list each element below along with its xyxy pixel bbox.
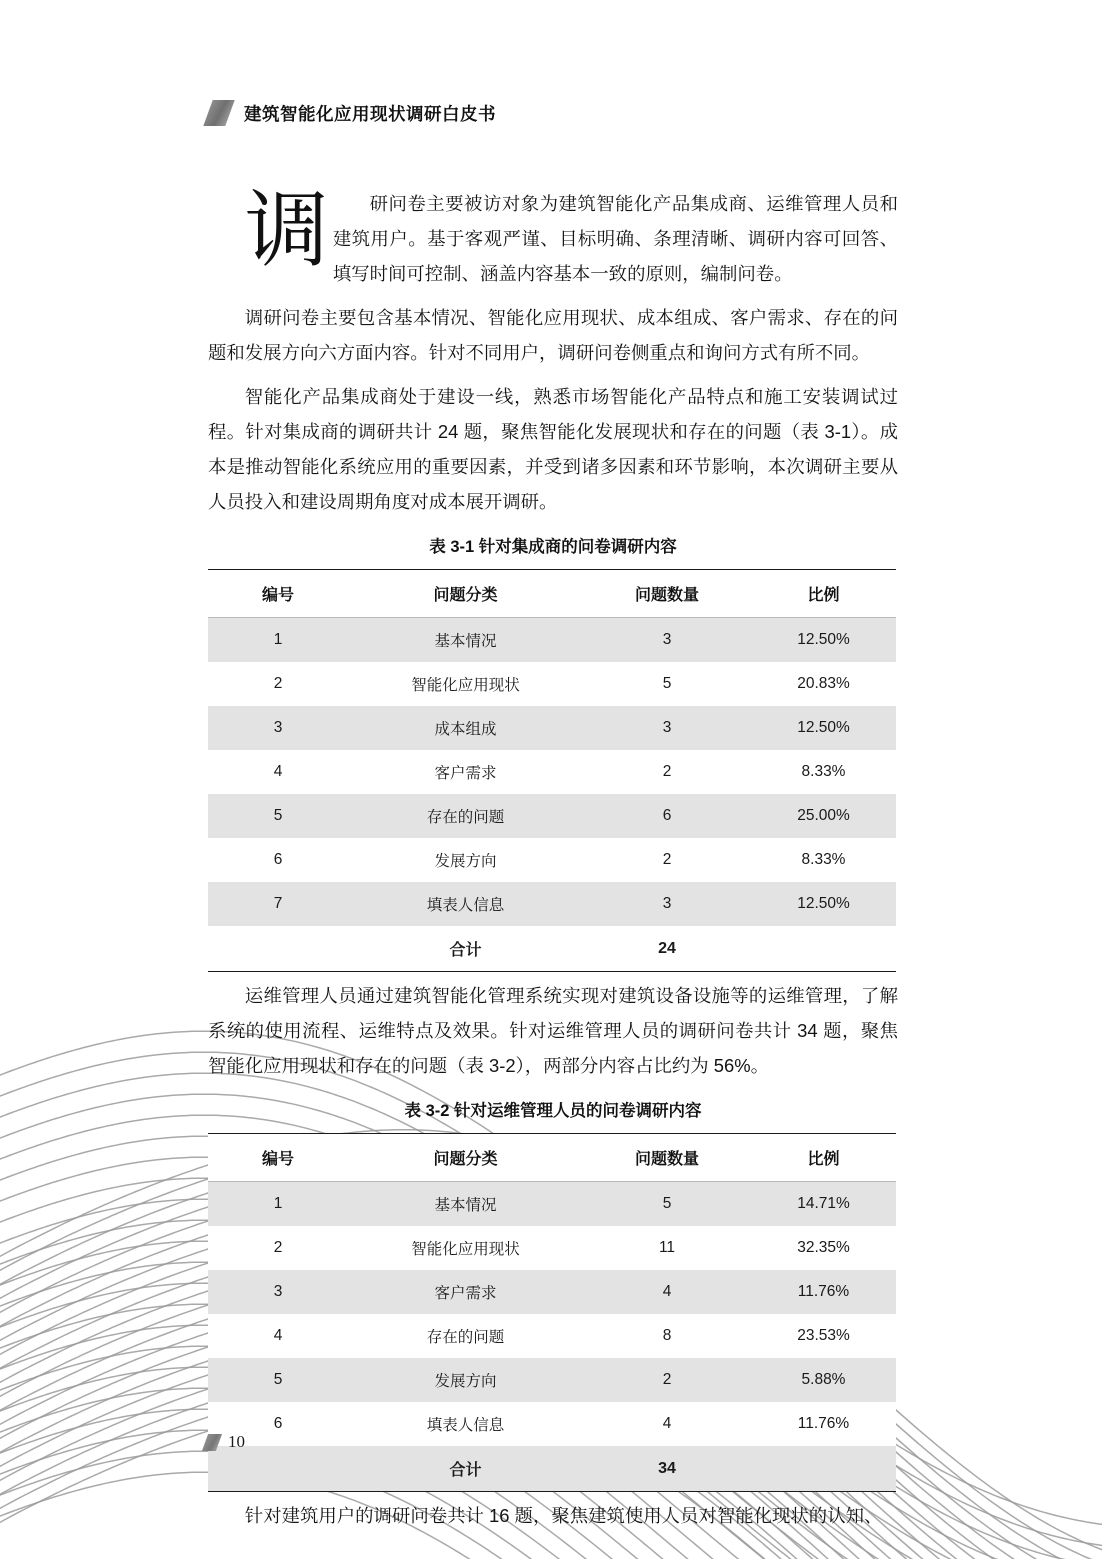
cell-total-count: 24	[583, 926, 751, 971]
cell-count: 2	[583, 838, 751, 882]
cell-category: 填表人信息	[348, 1402, 583, 1446]
cell-count: 5	[583, 1182, 751, 1227]
cell-category: 成本组成	[348, 706, 583, 750]
cell-number: 3	[208, 706, 348, 750]
cell-category: 发展方向	[348, 1358, 583, 1402]
paragraph-intro	[208, 183, 898, 291]
cell-count: 2	[583, 750, 751, 794]
cell-ratio: 12.50%	[751, 618, 896, 663]
cell-count: 3	[583, 882, 751, 926]
table-total-row	[208, 926, 896, 971]
cell-count: 5	[583, 662, 751, 706]
table-3-2-body	[208, 1182, 896, 1492]
cell-number: 1	[208, 1182, 348, 1227]
cell-category: 基本情况	[348, 618, 583, 663]
cell-total-label: 合计	[348, 926, 583, 971]
table-3-2-block	[208, 1097, 898, 1492]
cell-number: 2	[208, 1226, 348, 1270]
cell-ratio: 8.33%	[751, 838, 896, 882]
paragraph-survey-scope: 调研问卷主要包含基本情况、智能化应用现状、成本组成、客户需求、存在的问题和发展方向六方面内容。针对不同用户，调研问卷侧重点和询问方式有所不同。	[208, 307, 898, 363]
cell-count: 8	[583, 1314, 751, 1358]
paragraph-operation-staff: 运维管理人员通过建筑智能化管理系统实现对建筑设备设施等的运维管理，了解系统的使用流程、运维特点及效果。针对运维管理人员的调研问卷共计 34 题，聚焦智能化应用现状和存在的问题（表 3-2），两部分内容占比约为 56%。	[208, 985, 898, 1076]
cell-category: 存在的问题	[348, 1314, 583, 1358]
table-3-2-bottom-rule	[208, 1491, 896, 1492]
table-row	[208, 662, 896, 706]
cell-category: 智能化应用现状	[348, 662, 583, 706]
column-header-ratio: 比例	[751, 1134, 896, 1182]
column-header-count: 问题数量	[583, 1134, 751, 1182]
cell-number	[208, 1446, 348, 1491]
paragraph-building-user: 针对建筑用户的调研问卷共计 16 题，聚焦建筑使用人员对智能化现状的认知、	[244, 1505, 883, 1526]
cell-number: 6	[208, 1402, 348, 1446]
cell-number: 5	[208, 1358, 348, 1402]
cell-count: 4	[583, 1270, 751, 1314]
cell-number: 1	[208, 618, 348, 663]
cell-ratio: 8.33%	[751, 750, 896, 794]
table-row	[208, 706, 896, 750]
cell-ratio: 14.71%	[751, 1182, 896, 1227]
column-header-ratio: 比例	[751, 570, 896, 618]
column-header-category: 问题分类	[348, 1134, 583, 1182]
cell-ratio: 23.53%	[751, 1314, 896, 1358]
drop-cap: 调	[244, 183, 329, 277]
cell-category: 客户需求	[348, 1270, 583, 1314]
cell-category: 发展方向	[348, 838, 583, 882]
cell-number: 3	[208, 1270, 348, 1314]
page-title: 建筑智能化应用现状调研白皮书	[244, 103, 496, 124]
cell-number: 7	[208, 882, 348, 926]
cell-category: 填表人信息	[348, 882, 583, 926]
table-row	[208, 1182, 896, 1227]
cell-number: 5	[208, 794, 348, 838]
cell-count: 2	[583, 1358, 751, 1402]
table-3-2	[208, 1133, 896, 1491]
column-header-category: 问题分类	[348, 570, 583, 618]
cell-ratio: 32.35%	[751, 1226, 896, 1270]
paragraph-integrator: 智能化产品集成商处于建设一线，熟悉市场智能化产品特点和施工安装调试过程。针对集成商的调研共计 24 题，聚焦智能化发展现状和存在的问题（表 3-1）。成本是推动智能化系统应用的重要因素，并受到诸多因素和环节影响，本次调研主要从人员投入和建设周期角度对成本展开调研。	[208, 386, 898, 512]
table-total-row	[208, 1446, 896, 1491]
cell-number: 2	[208, 662, 348, 706]
cell-total-label: 合计	[348, 1446, 583, 1491]
cell-ratio	[751, 1446, 896, 1491]
cell-category: 智能化应用现状	[348, 1226, 583, 1270]
cell-number	[208, 926, 348, 971]
table-row	[208, 1314, 896, 1358]
table-row	[208, 1358, 896, 1402]
cell-count: 11	[583, 1226, 751, 1270]
cell-number: 4	[208, 750, 348, 794]
cell-ratio: 11.76%	[751, 1270, 896, 1314]
paragraph-intro-text: 研问卷主要被访对象为建筑智能化产品集成商、运维管理人员和建筑用户。基于客观严谨、目标明确、条理清晰、调研内容可回答、填写时间可控制、涵盖内容基本一致的原则，编制问卷。	[332, 193, 898, 284]
cell-ratio	[751, 926, 896, 971]
table-3-1-block	[208, 533, 898, 972]
cell-ratio: 11.76%	[751, 1402, 896, 1446]
table-3-2-caption: 表 3-2 针对运维管理人员的问卷调研内容	[404, 1102, 702, 1120]
page-number: 10	[228, 1432, 245, 1451]
cell-category: 客户需求	[348, 750, 583, 794]
cell-total-count: 34	[583, 1446, 751, 1491]
column-header-number: 编号	[208, 1134, 348, 1182]
document-header	[208, 100, 496, 126]
table-row	[208, 882, 896, 926]
table-row	[208, 1226, 896, 1270]
cell-ratio: 20.83%	[751, 662, 896, 706]
table-header-row	[208, 1134, 896, 1182]
table-header-row	[208, 570, 896, 618]
column-header-count: 问题数量	[583, 570, 751, 618]
table-3-1	[208, 569, 896, 971]
page-footer	[205, 1432, 245, 1452]
cell-number: 4	[208, 1314, 348, 1358]
table-row	[208, 794, 896, 838]
table-row	[208, 1402, 896, 1446]
table-3-1-caption: 表 3-1 针对集成商的问卷调研内容	[429, 538, 677, 556]
table-row	[208, 618, 896, 663]
cell-category: 存在的问题	[348, 794, 583, 838]
table-row	[208, 838, 896, 882]
table-row	[208, 1270, 896, 1314]
cell-ratio: 12.50%	[751, 882, 896, 926]
cell-count: 4	[583, 1402, 751, 1446]
cell-ratio: 25.00%	[751, 794, 896, 838]
cell-count: 6	[583, 794, 751, 838]
cell-count: 3	[583, 618, 751, 663]
cell-number: 6	[208, 838, 348, 882]
cell-ratio: 5.88%	[751, 1358, 896, 1402]
cell-category: 基本情况	[348, 1182, 583, 1227]
table-row	[208, 750, 896, 794]
column-header-number: 编号	[208, 570, 348, 618]
cell-ratio: 12.50%	[751, 706, 896, 750]
footer-parallelogram-icon	[202, 1434, 222, 1451]
header-parallelogram-icon	[203, 100, 234, 126]
table-3-1-body	[208, 618, 896, 972]
table-3-1-bottom-rule	[208, 971, 896, 972]
document-content	[208, 183, 898, 1542]
cell-count: 3	[583, 706, 751, 750]
